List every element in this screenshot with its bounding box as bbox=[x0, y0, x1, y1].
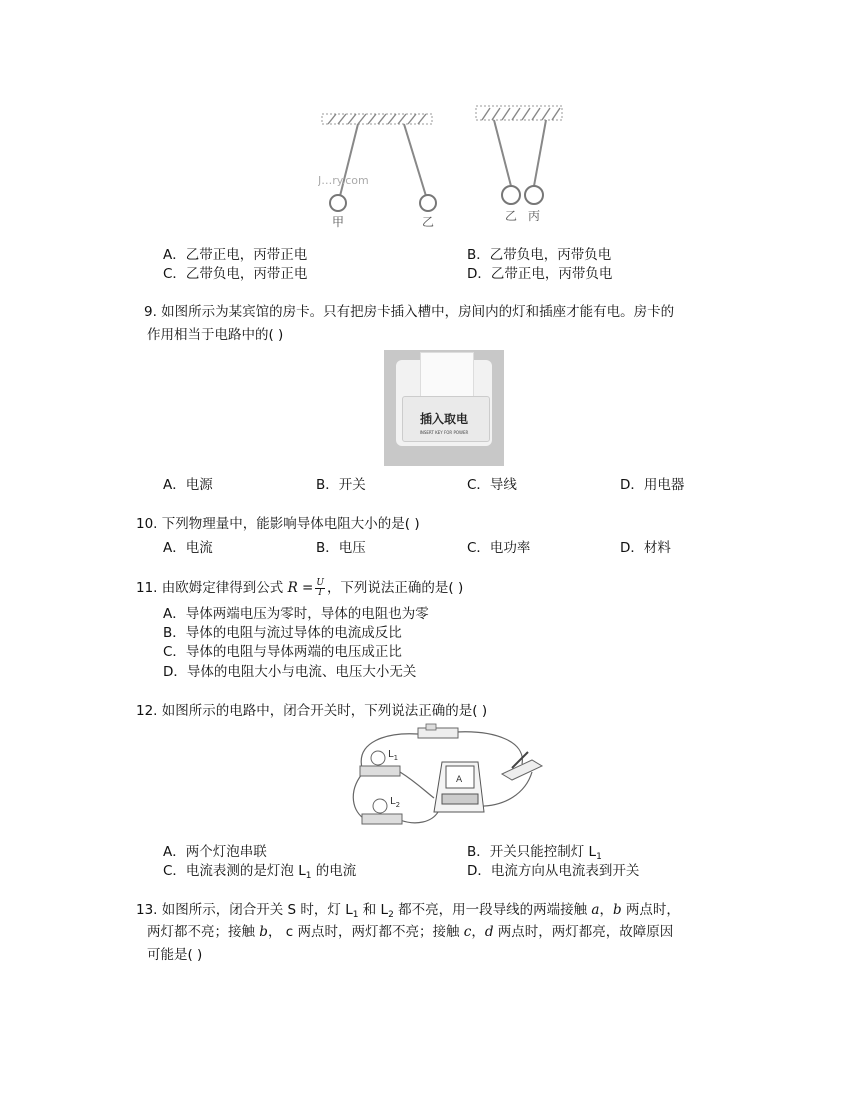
q9-option-b: B．开关 bbox=[316, 477, 366, 493]
q11-option-d: D．导体的电阻大小与电流、电压大小无关 bbox=[163, 664, 417, 680]
q9-stem-line2: 作用相当于电路中的( ) bbox=[147, 327, 284, 343]
q9-option-d: D．用电器 bbox=[620, 477, 685, 493]
q13-sub-2: 2 bbox=[388, 910, 394, 920]
q12-option-c-text: C．电流表测的是灯泡 L bbox=[163, 863, 306, 879]
q13-text-2: 和 L bbox=[358, 902, 389, 918]
ball-label-yi-left: 乙 bbox=[422, 215, 435, 229]
q12-option-c bbox=[163, 859, 356, 881]
q12-option-b-sub: 1 bbox=[596, 852, 602, 862]
charged-balls-figure bbox=[318, 100, 568, 232]
card-slot-sublabel: INSERT KEY FOR POWER bbox=[419, 430, 469, 435]
ohm-formula-lhs: R = bbox=[287, 580, 314, 596]
q12-option-a: A．两个灯泡串联 bbox=[163, 844, 267, 860]
watermark-text: J…ry.com bbox=[318, 174, 369, 187]
q13-var-c: c bbox=[463, 924, 472, 940]
q12-option-c-post: 的电流 bbox=[311, 863, 357, 879]
q11-stem-post: ，下列说法正确的是( ) bbox=[326, 580, 464, 596]
q13-var-d: d bbox=[484, 924, 494, 940]
q8-option-d: D．乙带正电，丙带负电 bbox=[467, 266, 613, 282]
q10-stem: 10. 下列物理量中，能影响导体电阻大小的是( ) bbox=[136, 516, 420, 532]
q13-stem-line1 bbox=[136, 898, 680, 920]
bulb-l1-label: $L_1$ bbox=[388, 749, 399, 762]
ohm-formula-fraction bbox=[315, 579, 325, 598]
q11-stem bbox=[136, 576, 463, 598]
q11-option-c: C．导体的电阻与导体两端的电压成正比 bbox=[163, 644, 402, 660]
q9-option-a: A．电源 bbox=[163, 477, 213, 493]
q13-text-6: ， c 两点时，两灯都不亮；接触 bbox=[267, 924, 464, 940]
q13-var-b: b bbox=[612, 902, 622, 918]
ball-label-jia: 甲 bbox=[332, 215, 345, 229]
room-card-photo bbox=[384, 350, 504, 466]
q13-sep-1: ， bbox=[599, 902, 613, 918]
q12-stem: 12. 如图所示的电路中，闭合开关时，下列说法正确的是( ) bbox=[136, 703, 488, 719]
q11-option-a: A．导体两端电压为零时，导体的电阻也为零 bbox=[163, 606, 429, 622]
q13-sub-1: 1 bbox=[352, 910, 359, 920]
formula-denominator: I bbox=[318, 587, 322, 598]
q8-option-b: B．乙带负电，丙带负电 bbox=[467, 247, 612, 263]
q11-option-b: B．导体的电阻与流过导体的电流成反比 bbox=[163, 625, 402, 641]
card-slot-label: 插入取电 bbox=[419, 412, 468, 426]
q10-option-c: C．电功率 bbox=[467, 540, 531, 556]
q13-stem-line2 bbox=[147, 920, 673, 940]
q8-option-a: A．乙带正电，丙带正电 bbox=[163, 247, 308, 263]
q13-text-7: 两点时，两灯都亮，故障原因 bbox=[493, 924, 674, 940]
q13-stem-line3: 可能是( ) bbox=[147, 947, 203, 963]
q8-option-c: C．乙带负电，丙带正电 bbox=[163, 266, 308, 282]
q13-text-1: 13. 如图所示，闭合开关 S 时，灯 L bbox=[136, 902, 353, 918]
q13-var-b2: b bbox=[259, 924, 268, 940]
q9-option-c: C．导线 bbox=[467, 477, 517, 493]
q10-option-a: A．电流 bbox=[163, 540, 213, 556]
q12-option-d: D．电流方向从电流表到开关 bbox=[467, 863, 640, 879]
formula-numerator: U bbox=[316, 577, 324, 588]
q13-text-4: 两点时， bbox=[621, 902, 680, 918]
q13-sep-2: ， bbox=[471, 924, 485, 940]
q12-option-c-sub: 1 bbox=[305, 871, 312, 881]
q10-option-d: D．材料 bbox=[620, 540, 671, 556]
ammeter-label: A bbox=[456, 775, 463, 785]
circuit-figure bbox=[346, 722, 546, 834]
q13-text-5: 两灯都不亮；接触 bbox=[147, 924, 260, 940]
q13-var-a: a bbox=[591, 902, 600, 918]
ball-label-bing: 丙 bbox=[528, 209, 541, 223]
q9-stem-line1: 9. 如图所示为某宾馆的房卡。只有把房卡插入槽中，房间内的灯和插座才能有电。房卡的 bbox=[144, 304, 675, 320]
q12-option-b-text: B．开关只能控制灯 L bbox=[467, 844, 597, 860]
ball-label-yi-right: 乙 bbox=[505, 209, 518, 223]
bulb-l2-label: $L_2$ bbox=[390, 796, 401, 809]
q13-text-3: 都不亮，用一段导线的两端接触 bbox=[393, 902, 592, 918]
q10-option-b: B．电压 bbox=[316, 540, 366, 556]
q11-stem-pre: 11. 由欧姆定律得到公式 bbox=[136, 580, 288, 596]
